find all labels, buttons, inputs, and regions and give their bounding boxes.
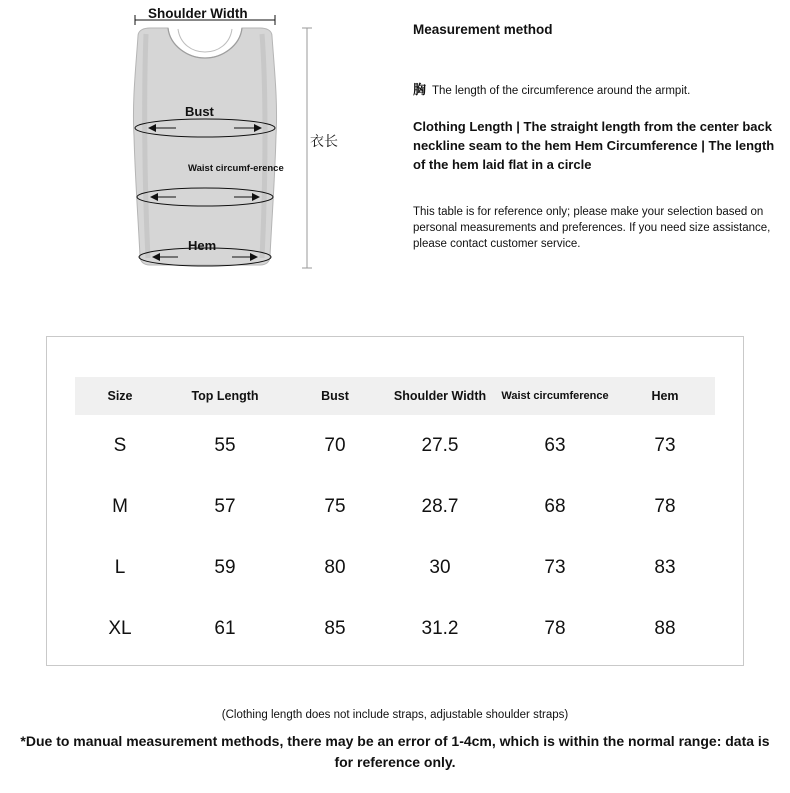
reference-disclaimer: This table is for reference only; please make your selection based on personal measurements and preferences. If you need size assistance, please contact customer service. — [413, 206, 771, 250]
table-row — [75, 476, 715, 537]
bust-chinese-char: 胸 — [413, 82, 427, 97]
strap-note: (Clothing length does not include straps, adjustable shoulder straps) — [221, 709, 569, 721]
shoulder-width-label: Shoulder Width — [148, 6, 248, 21]
cell-top-length: 61 — [214, 617, 236, 639]
cell-bust: 70 — [324, 434, 346, 456]
size-table — [75, 377, 715, 659]
cell-size: M — [112, 495, 128, 517]
cell-shoulder-width: 31.2 — [421, 617, 459, 639]
size-table-container — [46, 336, 744, 666]
cell-top-length: 59 — [214, 556, 236, 578]
cell-bust: 80 — [324, 556, 346, 578]
cell-waist-circumference: 73 — [544, 556, 566, 578]
garment-diagram — [110, 6, 340, 286]
cell-hem: 88 — [654, 617, 676, 639]
table-row — [75, 537, 715, 598]
illustration-area — [0, 0, 790, 300]
column-header-waist-circumference: Waist circumference — [495, 377, 615, 415]
column-header-top-length: Top Length — [165, 377, 285, 415]
cell-shoulder-width: 30 — [429, 556, 451, 578]
cell-size: XL — [108, 617, 132, 639]
length-description: Clothing Length | The straight length from the center back neckline seam to the hem Hem Circumference | The length of the hem laid flat in a circle — [413, 119, 775, 172]
waist-circumference-label: Waist circumf-erence — [188, 163, 284, 174]
column-header-size: Size — [75, 377, 165, 415]
cell-size: S — [113, 434, 127, 456]
column-header-shoulder-width: Shoulder Width — [385, 377, 495, 415]
clothing-length-label: 衣长 — [310, 133, 338, 149]
cell-hem: 83 — [654, 556, 676, 578]
table-row — [75, 415, 715, 476]
table-row — [75, 598, 715, 659]
cell-shoulder-width: 28.7 — [421, 495, 459, 517]
cell-top-length: 57 — [214, 495, 236, 517]
bust-label: Bust — [185, 104, 214, 119]
cell-waist-circumference: 78 — [544, 617, 566, 639]
cell-hem: 73 — [654, 434, 676, 456]
cell-waist-circumference: 63 — [544, 434, 566, 456]
armpit-measure-row — [413, 79, 779, 99]
cell-shoulder-width: 27.5 — [421, 434, 459, 456]
hem-label: Hem — [188, 238, 217, 253]
cell-bust: 85 — [324, 617, 346, 639]
cell-top-length: 55 — [214, 434, 236, 456]
cell-hem: 78 — [654, 495, 676, 517]
measurement-error-note: *Due to manual measurement methods, there may be an error of 1-4cm, which is within the normal range: data is for reference only. — [20, 733, 770, 770]
table-header-row — [75, 377, 715, 415]
measurement-method-block — [413, 22, 779, 252]
cell-bust: 75 — [324, 495, 346, 517]
column-header-hem: Hem — [615, 377, 715, 415]
cell-waist-circumference: 68 — [544, 495, 566, 517]
column-header-bust: Bust — [285, 377, 385, 415]
armpit-measure-text: The length of the circumference around the armpit. — [432, 85, 691, 97]
measurement-method-title: Measurement method — [413, 22, 553, 37]
cell-size: L — [114, 556, 126, 578]
